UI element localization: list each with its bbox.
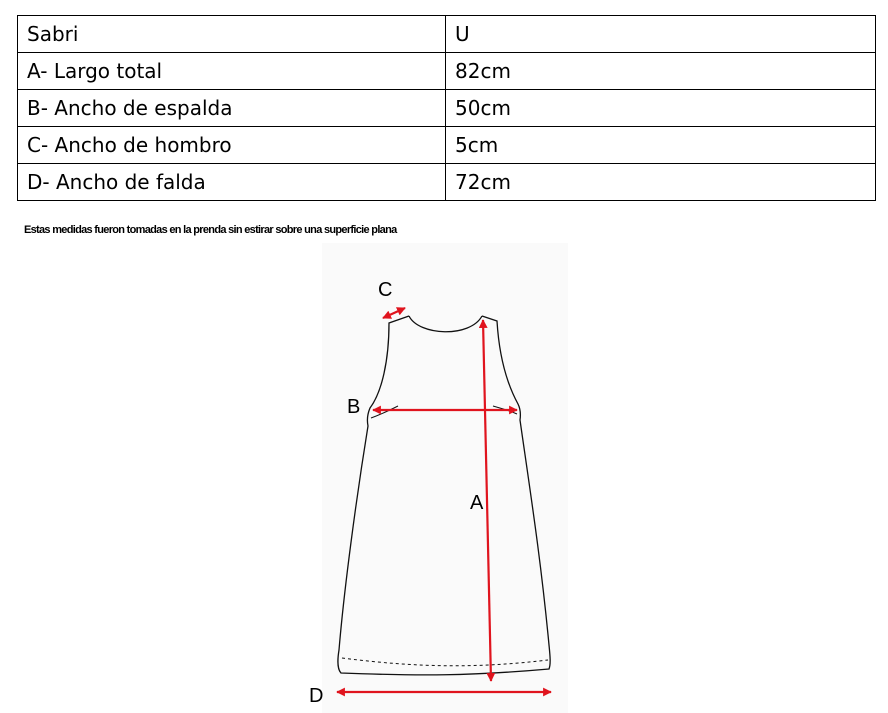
table-cell-label: B- Ancho de espalda bbox=[18, 90, 446, 127]
table-cell-value: 5cm bbox=[446, 127, 876, 164]
table-cell-label: C- Ancho de hombro bbox=[18, 127, 446, 164]
table-cell-value: 50cm bbox=[446, 90, 876, 127]
table-cell-value: U bbox=[446, 16, 876, 53]
table-cell-label: A- Largo total bbox=[18, 53, 446, 90]
measurement-note: Estas medidas fueron tomadas en la prenda sin estirar sobre una superficie plana bbox=[24, 224, 397, 236]
table-cell-value: 82cm bbox=[446, 53, 876, 90]
table-cell-label: D- Ancho de falda bbox=[18, 164, 446, 201]
label-c: C bbox=[378, 279, 393, 301]
table-cell-value: 72cm bbox=[446, 164, 876, 201]
label-a: A bbox=[470, 492, 484, 514]
table-cell-label: Sabri bbox=[18, 16, 446, 53]
label-d: D bbox=[309, 685, 324, 707]
label-b: B bbox=[347, 396, 361, 418]
diagram-background bbox=[322, 243, 568, 713]
